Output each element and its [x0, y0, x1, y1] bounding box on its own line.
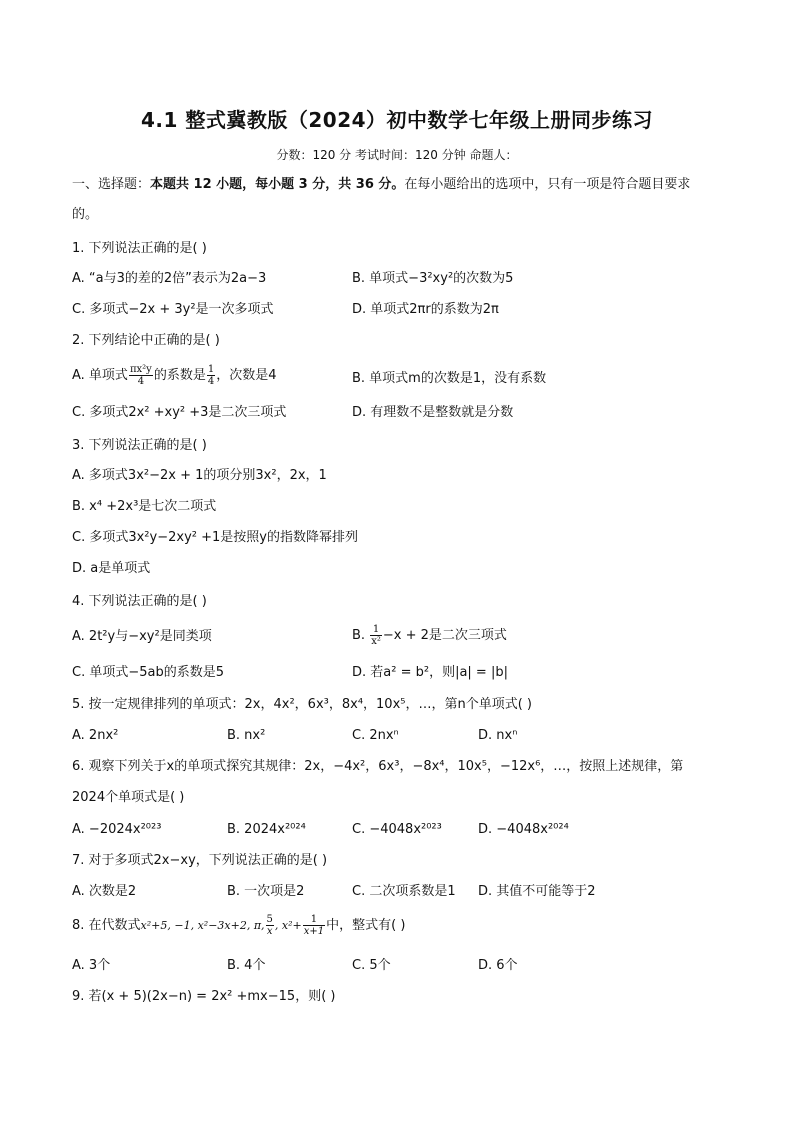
question-3-option-a: A. 多项式3x²−2x + 1的项分别3x²，2x，1 — [72, 468, 327, 483]
question-9-stem: 9. 若(x + 5)(2x−n) = 2x² +mx−15，则( ) — [72, 989, 336, 1004]
question-1-option-d: D. 单项式2πr的系数为2π — [352, 302, 499, 317]
q2a-mid: 的系数是 — [153, 368, 206, 383]
question-4-stem: 4. 下列说法正确的是( ) — [72, 594, 207, 609]
exam-meta: 分数：120 分 考试时间：120 分钟 命题人： — [276, 148, 518, 162]
q8-expr: x²+5, −1, x²−3x+2, π, — [140, 919, 265, 932]
q8-frac2-den: x+1 — [303, 926, 325, 937]
q8-frac2-num: 1 — [303, 914, 325, 926]
question-6-option-d: D. −4048x²⁰²⁴ — [478, 822, 569, 837]
question-8-option-d: D. 6个 — [478, 958, 518, 973]
question-5-option-c: C. 2nxⁿ — [352, 728, 399, 743]
section-rest: 在每小题给出的选项中，只有一项是符合题目要求 — [404, 177, 691, 192]
question-7-option-c: C. 二次项系数是1 — [352, 884, 456, 899]
question-5-option-b: B. nx² — [227, 728, 266, 743]
question-8-option-a: A. 3个 — [72, 958, 111, 973]
question-7-option-b: B. 一次项是2 — [227, 884, 305, 899]
question-2-stem: 2. 下列结论中正确的是( ) — [72, 333, 220, 348]
question-4-option-b — [352, 624, 507, 647]
page-title: 4.1 整式冀教版（2024）初中数学七年级上册同步练习 — [140, 108, 654, 132]
q2a-fraction-2 — [207, 364, 215, 387]
question-2-option-a — [72, 364, 276, 387]
question-5-stem: 5. 按一定规律排列的单项式：2x，4x²，6x³，8x⁴，10x⁵，…，第n个单项式( ) — [72, 697, 532, 712]
section-header-cont: 的。 — [72, 207, 99, 222]
question-3-option-d: D. a是单项式 — [72, 561, 151, 576]
q4b-frac-den: x² — [371, 636, 381, 647]
question-3-option-c: C. 多项式3x²y−2xy² +1是按照y的指数降幂排列 — [72, 530, 358, 545]
question-3-stem: 3. 下列说法正确的是( ) — [72, 438, 207, 453]
section-header — [72, 176, 690, 194]
question-2-option-c: C. 多项式2x² +xy² +3是二次三项式 — [72, 405, 287, 420]
question-6-option-c: C. −4048x²⁰²³ — [352, 822, 442, 837]
question-2-option-b: B. 单项式m的次数是1，没有系数 — [352, 371, 547, 386]
q4b-frac-num: 1 — [370, 624, 382, 636]
question-1-stem: 1. 下列说法正确的是( ) — [72, 241, 207, 256]
q2a-prefix: A. 单项式 — [72, 368, 128, 383]
question-4-option-d: D. 若a² = b²，则|a| = |b| — [352, 665, 508, 680]
question-5-option-d: D. nxⁿ — [478, 728, 518, 743]
q4b-prefix: B. — [352, 628, 366, 643]
question-7-option-a: A. 次数是2 — [72, 884, 137, 899]
question-7-stem: 7. 对于多项式2x−xy，下列说法正确的是( ) — [72, 853, 328, 868]
question-6-stem: 6. 观察下列关于x的单项式探究其规律：2x，−4x²，6x³，−8x⁴，10x⁵，−12x⁶，…，按照上述规律，第 — [72, 759, 684, 774]
question-1-option-b: B. 单项式−3²xy²的次数为5 — [352, 271, 514, 286]
q8-frac1-num: 5 — [266, 914, 273, 925]
section-prefix: 一、选择题： — [72, 177, 151, 192]
question-5-option-a: A. 2nx² — [72, 728, 119, 743]
q2a-frac2-den: 4 — [207, 376, 215, 387]
q8-prefix: 8. 在代数式 — [72, 918, 141, 933]
question-2-option-d: D. 有理数不是整数就是分数 — [352, 405, 514, 420]
question-4-option-a: A. 2t²y与−xy²是同类项 — [72, 629, 212, 644]
question-4-option-c: C. 单项式−5ab的系数是5 — [72, 665, 224, 680]
question-1-option-c: C. 多项式−2x + 3y²是一次多项式 — [72, 302, 274, 317]
q2a-fraction — [129, 364, 153, 387]
q2a-frac2-num: 1 — [207, 364, 215, 375]
section-bold: 本题共 12 小题，每小题 3 分，共 36 分。 — [150, 177, 405, 192]
q4b-post: −x + 2是二次三项式 — [382, 628, 507, 643]
q8-fraction-2 — [303, 914, 325, 937]
question-3-option-b: B. x⁴ +2x³是七次二项式 — [72, 499, 217, 514]
q8-mid: , x²+ — [274, 919, 302, 932]
q8-post: 中，整式有( ) — [326, 918, 406, 933]
question-8-option-c: C. 5个 — [352, 958, 391, 973]
q2a-frac-den: 4 — [137, 376, 145, 387]
q2a-frac-num: πx²y — [129, 364, 152, 375]
question-6-option-b: B. 2024x²⁰²⁴ — [227, 822, 306, 837]
question-1-option-a: A. “a与3的差的2倍”表示为2a−3 — [72, 271, 267, 286]
question-6-option-a: A. −2024x²⁰²³ — [72, 822, 162, 837]
q8-frac1-den: x — [266, 926, 273, 937]
q4b-fraction — [370, 624, 382, 647]
question-8-option-b: B. 4个 — [227, 958, 266, 973]
question-8-stem — [72, 914, 405, 937]
question-6-stem-cont: 2024个单项式是( ) — [72, 790, 185, 805]
question-7-option-d: D. 其值不可能等于2 — [478, 884, 596, 899]
q8-fraction-1 — [266, 914, 274, 937]
q2a-post: ，次数是4 — [216, 368, 277, 383]
